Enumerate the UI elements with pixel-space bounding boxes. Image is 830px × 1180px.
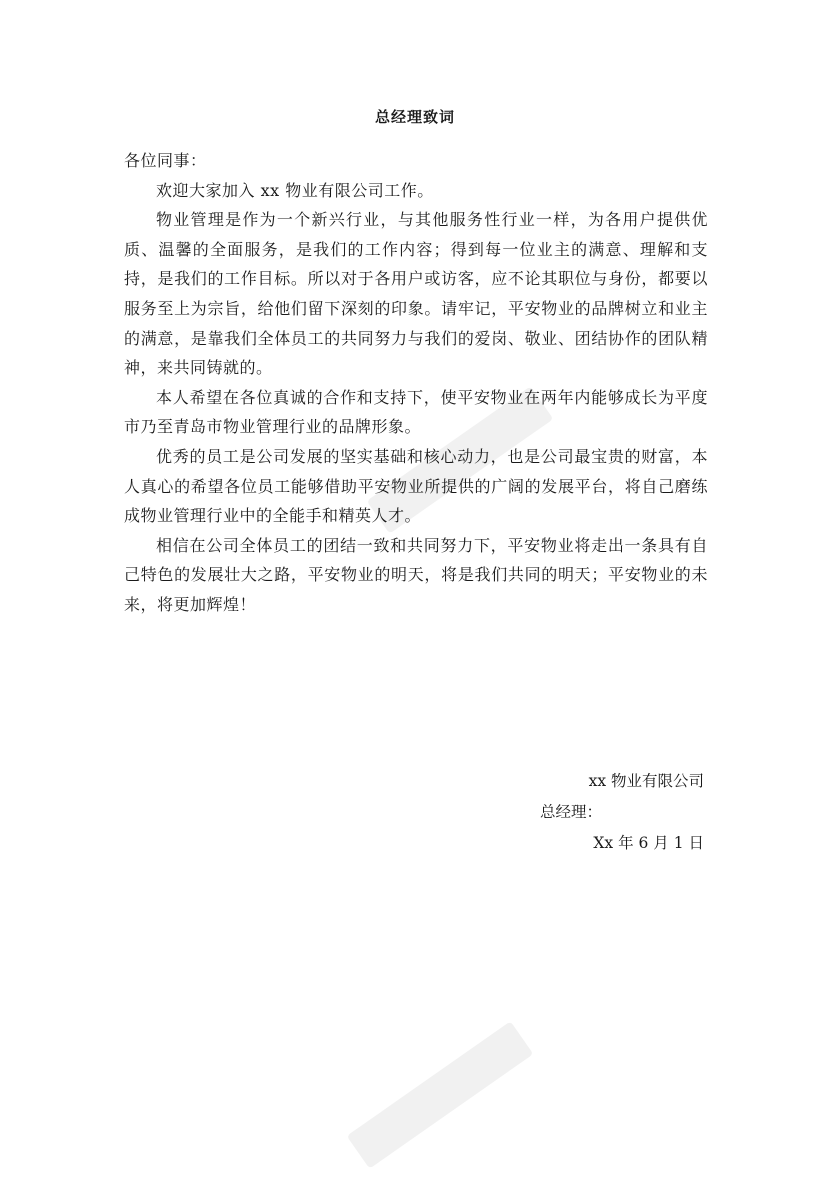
- watermark-graphic-bottom: [300, 1010, 580, 1180]
- letter-body: [124, 146, 708, 620]
- paragraph-hope: 本人希望在各位真诚的合作和支持下，使平安物业在两年内能够成长为平度市乃至青岛市物业管理行业的品牌形象。: [124, 387, 708, 437]
- paragraph-future: 相信在公司全体员工的团结一致和共同努力下，平安物业将走出一条具有自己特色的发展壮大之路，平安物业的明天，将是我们共同的明天；平安物业的未来，将更加辉煌！: [124, 535, 708, 614]
- signature-position: 总经理：: [539, 803, 602, 821]
- signature-company: xx 物业有限公司: [588, 772, 704, 790]
- signature-date: Xx 年 6 月 1 日: [593, 834, 704, 852]
- greeting: 各位同事：: [124, 151, 207, 170]
- paragraph-employees: 优秀的员工是公司发展的坚实基础和核心动力，也是公司最宝贵的财富，本人真心的希望各位员工能够借助平安物业所提供的广阔的发展平台，将自己磨练成物业管理行业中的全能手和精英人才。: [124, 446, 708, 526]
- signature-block: [404, 766, 704, 859]
- paragraph-welcome: 欢迎大家加入 xx 物业有限公司工作。: [156, 180, 434, 200]
- page-title: 总经理致词: [374, 108, 455, 126]
- paragraph-service: 物业管理是作为一个新兴行业，与其他服务性行业一样，为各用户提供优质、温馨的全面服务，是我们的工作内容；得到每一位业主的满意、理解和支持，是我们的工作目标。所以对于各用户或访客，应不论其职位与身份，都要以服务至上为宗旨，给他们留下深刻的印象。请牢记，平安物业的品牌树立和业主的满意，是靠我们全体员工的共同努力与我们的爱岗、敬业、团结协作的团队精神，来共同铸就的。: [124, 210, 708, 378]
